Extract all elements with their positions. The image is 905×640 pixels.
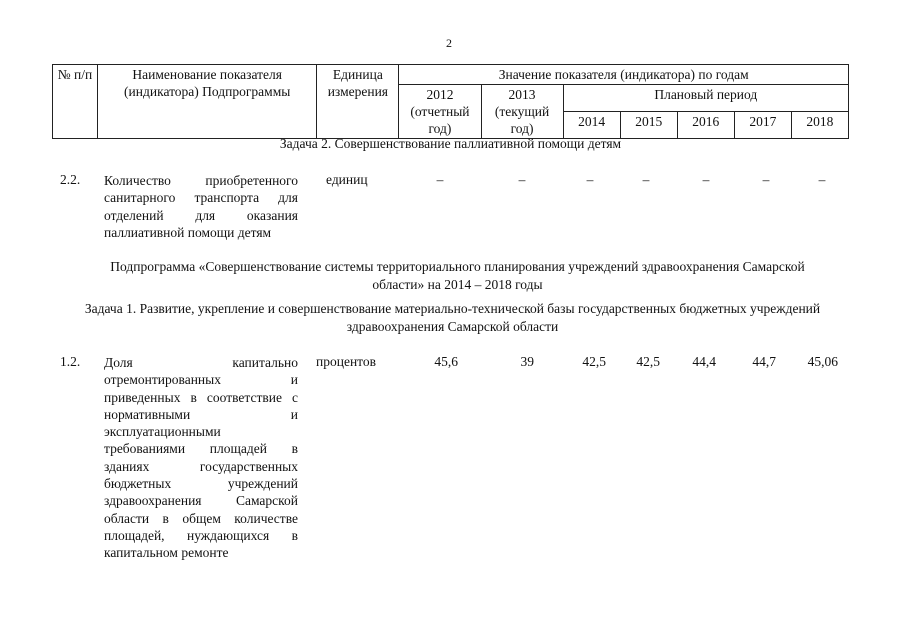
row-1-2-value-2012: 45,6 (434, 354, 458, 369)
row-2-2-value-2015: – (642, 172, 650, 187)
header-col-unit: Единица измерения (317, 65, 399, 139)
row-1-2-value-2015: 42,5 (636, 354, 660, 369)
row-2-2-value-2018: – (818, 172, 826, 187)
row-2-2-value-2016: – (702, 172, 710, 187)
indicator-header-table (52, 64, 849, 139)
row-2-2-name: Количество приобретенного санитарного транспорта для отделений для оказания паллиативной помощи детям (104, 173, 298, 240)
row-1-2-name: Доля капитально отремонтированных и приведенных в соответствие с нормативными и эксплуатационными требованиями площадей в зданиях государственных бюджетных учреждений здравоохранения Самарской области в общем количестве площадей, нуждающихся в капитальном ремонте (104, 355, 298, 561)
row-1-2-unit: процентов (316, 354, 377, 369)
row-2-2-unit: единиц (326, 172, 368, 187)
task-1-heading: Задача 1. Развитие, укрепление и совершенствование материально-технической базы государственных бюджетных учреждений здравоохранения Самарской области (84, 301, 821, 334)
row-2-2-value-2014: – (586, 172, 594, 187)
header-year-2012: 2012 (отчетный год) (399, 85, 481, 139)
header-col-number: № п/п (53, 65, 98, 139)
row-2-2-value-2017: – (762, 172, 770, 187)
task-2-heading: Задача 2. Совершенствование паллиативной помощи детям (279, 136, 622, 151)
header-year-2016: 2016 (677, 112, 734, 139)
header-planned-period: Плановый период (563, 85, 848, 112)
row-1-2-value-2014: 42,5 (582, 354, 606, 369)
row-2-2-value-2013: – (518, 172, 526, 187)
header-year-2017: 2017 (734, 112, 791, 139)
header-year-2018: 2018 (791, 112, 848, 139)
row-1-2-value-2017: 44,7 (752, 354, 776, 369)
subprogram-heading: Подпрограмма «Совершенствование системы территориального планирования учреждений здравоохранения Самарской области» на 2014 – 2018 годы (110, 259, 805, 292)
header-col-values: Значение показателя (индикатора) по годам (399, 65, 849, 85)
header-year-2014: 2014 (563, 112, 620, 139)
row-2-2-value-2012: – (436, 172, 444, 187)
row-1-2-value-2013: 39 (520, 354, 534, 369)
row-1-2-value-2016: 44,4 (692, 354, 716, 369)
row-1-2-value-2018: 45,06 (807, 354, 838, 369)
header-col-name: Наименование показателя (индикатора) Подпрограммы (98, 65, 317, 139)
header-year-2015: 2015 (620, 112, 677, 139)
row-2-2-number: 2.2. (60, 172, 81, 187)
page-number: 2 (446, 36, 452, 50)
row-1-2-number: 1.2. (60, 354, 81, 369)
header-year-2013: 2013 (текущий год) (481, 85, 563, 139)
